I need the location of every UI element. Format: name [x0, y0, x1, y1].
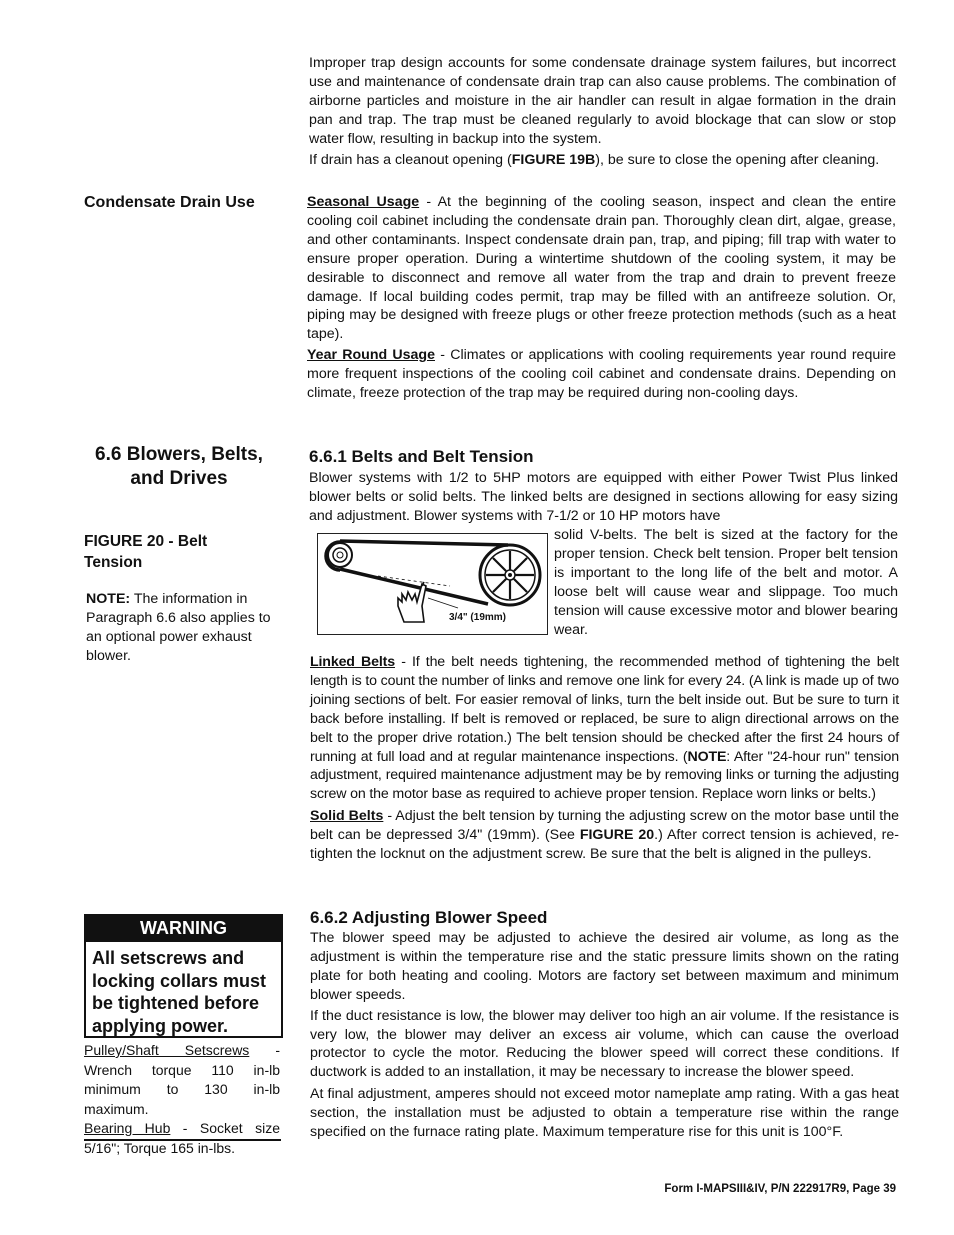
- year-round-usage-label: Year Round Usage: [307, 347, 435, 364]
- blower-speed-paragraph-2: If the duct resistance is low, the blower may deliver too high an air volume. If the resistance is very low, the blower may deliver an excess air volume, which can cause the overload protector to cycle the motor. Reducing the blower speed will correct these conditions. If ductwork is added to an installation, it may be necessary to increase the blower speed.: [310, 1007, 899, 1081]
- solid-belts-label: Solid Belts: [310, 808, 384, 825]
- year-round-usage-paragraph: Year Round Usage - Climates or applications with cooling requirements year round require more frequent inspections of the cooling coil cabinet and condensate drains. Depending on climate, freeze protection of the trap may be required during non-cooling days.: [307, 347, 897, 402]
- linked-belts-paragraph: Linked Belts - If the belt needs tightening, the recommended method of tightening the belt length is to count the number of links and remove one link for every 24. (A link is made up of two joining sections of belt. For easier removal of links, turn the belt inside out. But be sure to turn it back before installing. If belt is removed or replaced, be sure to align directional arrows on the belt to the proper drive rotation.) The belt tension should be checked after the first 24 hours of running at full load and at regular maintenance inspections. (NOTE: After "24-hour run" tension adjustment, required maintenance adjustment may be by removing links or turning the adjusting screw on the motor base as required to achieve proper tension. Replace worn links or belts.): [310, 654, 899, 803]
- figure-20-caption: FIGURE 20 - Belt Tension: [84, 533, 208, 571]
- linked-belts-label: Linked Belts: [310, 654, 395, 670]
- seasonal-usage-label: Seasonal Usage: [307, 194, 420, 210]
- seasonal-usage-paragraph: Seasonal Usage - At the beginning of the cooling season, inspect and clean the entire cooling coil cabinet including the condensate drain pan. Thoroughly clean dirt, algae, grease, and other contaminants. Inspect condensate drain pan, trap, and piping; fill trap with water to ensure proper operation. During a wintertime shutdown of the cooling system, it may be desirable to disconnect and remove all water from the trap and drain to prevent freeze damage. If local building codes permit, trap may be filled with an antifreeze solution. Or, piping may be designed with freeze plugs or other freeze protection methods (such as a heat tape).: [307, 194, 896, 343]
- condensate-side-heading: Condensate Drain Use: [84, 194, 255, 211]
- figure-20-belt-tension: [317, 533, 548, 635]
- torque-specs: Pulley/Shaft Setscrews - Wrench torque 110 in-lb minimum to 130 in-lb maximum. Bearing Hub - Socket size 5/16"; Torque 165 in-lbs.: [84, 1042, 281, 1156]
- belts-intro: Blower systems with 1/2 to 5HP motors are equipped with either Power Twist Plus linked blower belts or solid belts. The linked belts are designed in sections allowing for easy sizing and adjustment. Blower systems with 7-1/2 or 10 HP motors have: [309, 470, 898, 524]
- warning-body: All setscrews and locking collars must be tightened before applying power.: [92, 948, 267, 1036]
- intro-paragraph-1: Improper trap design accounts for some condensate drainage system failures, but incorrect use and maintenance of condensate drain trap can also cause problems. The combination of airborne particles and moisture in the air handler can result in algae formation in the drain pan and trap. The trap must be cleaned regularly to avoid blockage that can slow or stop water flow, resulting in backup into the system.: [309, 55, 896, 147]
- note-label: NOTE:: [86, 591, 131, 607]
- note-blower: NOTE: The information in Paragraph 6.6 also applies to an optional power exhaust blower.: [86, 591, 271, 664]
- section-6-6-heading: 6.6 Blowers, Belts, and Drives: [95, 444, 263, 489]
- figure-dimension-label: 3/4" (19mm): [449, 612, 506, 623]
- bearing-hub-label: Bearing Hub: [84, 1120, 171, 1136]
- belts-wrap-text: solid V-belts. The belt is sized at the factory for the proper tension. Check belt tension. Proper belt tension is important to the long life of the belt and motor. A loose belt will cause wear and slippage. Too much tension will cause excessive motor and blower bearing wear.: [554, 527, 898, 638]
- section-6-6-2-heading: 6.6.2 Adjusting Blower Speed: [310, 908, 548, 927]
- warning-title: WARNING: [86, 916, 281, 942]
- linked-belts-section: [310, 653, 899, 864]
- pulley-setscrews-label: Pulley/Shaft Setscrews: [84, 1042, 250, 1058]
- condensate-section: [307, 193, 896, 403]
- figure-19b-ref: FIGURE 19B: [511, 151, 596, 168]
- blower-speed-paragraph-1: The blower speed may be adjusted to achieve the desired air volume, as long as the adjustment is within the temperature rise and the static pressure limits shown on the rating plate for both heating and cooling. Motors are factory set between maximum and minimum blower speeds.: [310, 930, 899, 1003]
- page-footer: Form I-MAPSIII&IV, P/N 222917R9, Page 39: [664, 1183, 896, 1195]
- intro-paragraph-2: If drain has a cleanout opening (FIGURE 19B), be sure to close the opening after cleaning.: [309, 151, 880, 168]
- warning-box: [84, 914, 283, 1038]
- section-6-6-1-heading: 6.6.1 Belts and Belt Tension: [309, 447, 534, 466]
- intro-section: [309, 54, 896, 169]
- blower-speed-paragraph-3: At final adjustment, amperes should not exceed motor nameplate amp rating. With a gas heat section, the installation must be adjusted to obtain a temperature rise within the range specified on the furnace rating plate. Maximum temperature rise for this unit is 100°F.: [310, 1086, 899, 1141]
- solid-belts-paragraph: Solid Belts - Adjust the belt tension by turning the adjusting screw on the motor base until the belt can be depressed 3/4" (19mm). (See FIGURE 20.) After correct tension is achieved, re-tighten the locknut on the adjustment screw. Be sure that the belt is aligned in the pulleys.: [310, 808, 899, 863]
- belt-tension-diagram: [318, 534, 547, 634]
- blower-speed-section: [310, 929, 899, 1142]
- warning-rule: [84, 1139, 281, 1141]
